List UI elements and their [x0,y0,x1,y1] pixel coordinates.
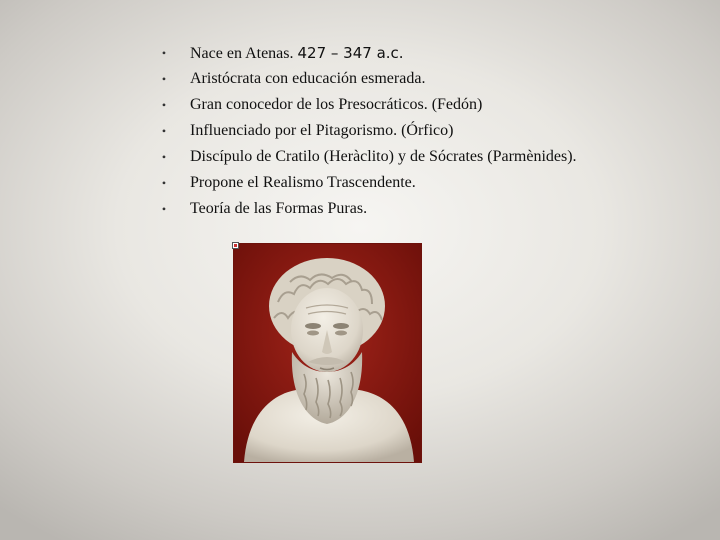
bullet-text: Teoría de las Formas Puras. [190,200,368,217]
bullet-item-aristocrat [158,66,577,92]
plato-bust-icon [234,244,421,462]
bullet-marker: • [161,202,167,216]
bullet-text: Discípulo de Cratilo (Heràclito) y de Sócrates (Parmènides). [190,148,577,165]
bullet-text: Gran conocedor de los Presocráticos. (Fedón) [190,96,483,113]
bullet-text: Influenciado por el Pitagorismo. (Órfico) [190,122,454,139]
plato-portrait-image [234,244,421,462]
bullet-marker: • [161,46,167,60]
bullet-item-presocratics [158,92,577,118]
bullet-item-pythagoreanism [158,118,577,144]
bullet-text: Propone el Realismo Trascendente. [190,174,416,191]
bullet-marker: • [161,176,167,190]
bullet-marker: • [161,72,167,86]
bullet-item-realism [158,170,577,196]
bullet-marker: • [161,150,167,164]
bullet-text: Nace en Atenas. [190,45,298,62]
bullet-item-birth [158,40,577,66]
bullet-list [158,40,577,222]
image-placeholder-icon [232,242,239,249]
bullet-years: 427 – 347 a.c. [297,44,404,62]
bullet-item-forms [158,196,577,222]
bullet-marker: • [161,98,167,112]
bullet-item-disciple [158,144,577,170]
bullet-marker: • [161,124,167,138]
bullet-text: Aristócrata con educación esmerada. [190,70,426,87]
